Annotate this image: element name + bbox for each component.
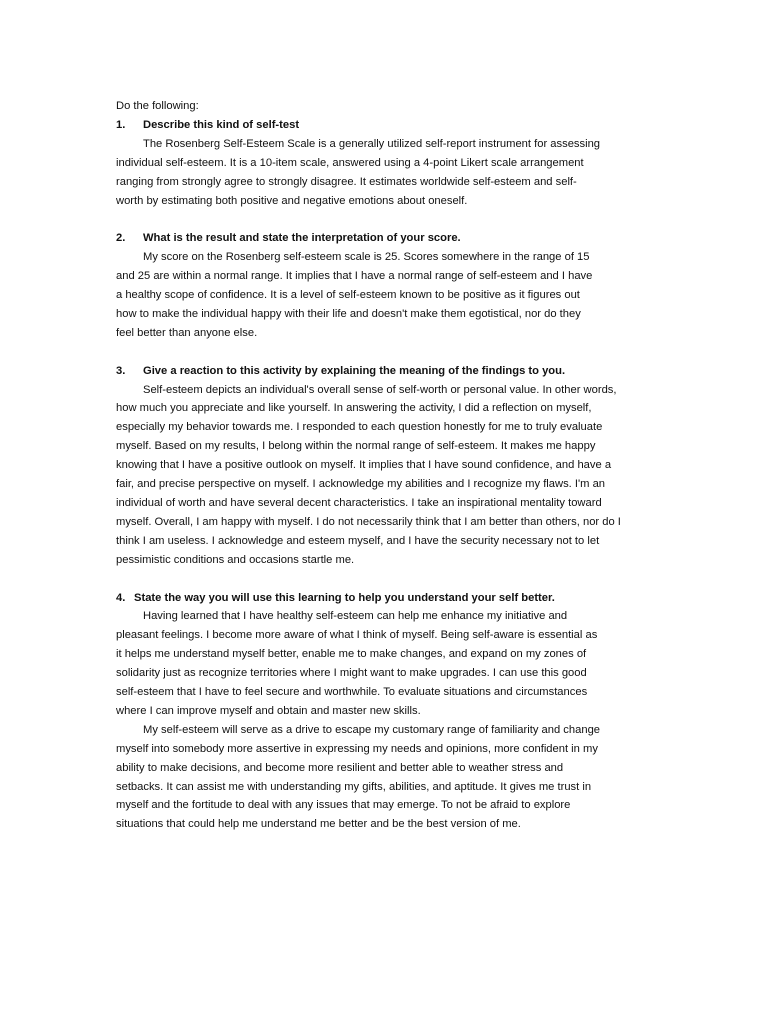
paragraph-line: situations that could help me understand me better and be the best version of me. <box>116 818 521 831</box>
section-3-heading <box>116 362 686 381</box>
intro-text: Do the following: <box>116 100 199 112</box>
paragraph-line: it helps me understand myself better, enable me to make changes, and expand on my zones of <box>116 648 587 661</box>
paragraph-line: how to make the individual happy with their life and doesn't make them egotistical, nor do they <box>116 307 581 320</box>
paragraph-line: pessimistic conditions and occasions startle me. <box>116 553 355 566</box>
paragraph-line: My self-esteem will serve as a drive to escape my customary range of familiarity and change <box>143 723 601 736</box>
paragraph-line: myself. Based on my results, I belong within the normal range of self-esteem. It makes me happy <box>116 440 596 453</box>
section-1-number: 1. <box>116 118 126 131</box>
paragraph-line: and 25 are within a normal range. It implies that I have a normal range of self-esteem and I have <box>116 270 593 283</box>
paragraph-line: myself and the fortitude to deal with any issues that may emerge. To not be afraid to explore <box>116 799 571 812</box>
paragraph-line: feel better than anyone else. <box>116 326 258 339</box>
paragraph-line: a healthy scope of confidence. It is a level of self-esteem known to be positive as it figures out <box>116 289 580 302</box>
paragraph-line: fair, and precise perspective on myself. I acknowledge my abilities and I recognize my flaws. I'm an <box>116 478 606 491</box>
paragraph-line: setbacks. It can assist me with understanding my gifts, abilities, and aptitude. It gives me trust in <box>116 780 592 793</box>
paragraph-line: solidarity just as recognize territories where I might want to make upgrades. I can use this good <box>116 667 587 680</box>
section-2-number: 2. <box>116 232 126 245</box>
section-1-heading <box>116 116 686 135</box>
paragraph-line: Self-esteem depicts an individual's overall sense of self-worth or personal value. In other words, <box>143 383 617 396</box>
paragraph-line: worth by estimating both positive and negative emotions about oneself. <box>116 194 468 207</box>
paragraph-line: The Rosenberg Self-Esteem Scale is a generally utilized self-report instrument for assessing <box>143 137 601 150</box>
section-4-title: State the way you will use this learning to help you understand your self better. <box>134 591 555 604</box>
section-3-title: Give a reaction to this activity by explaining the meaning of the findings to you. <box>143 364 566 377</box>
section-4-number: 4. <box>116 591 126 604</box>
paragraph-line: individual self-esteem. It is a 10-item scale, answered using a 4-point Likert scale arrangement <box>116 156 584 169</box>
paragraph-line: myself into somebody more assertive in expressing my needs and opinions, more confident in my <box>116 742 598 755</box>
section-4-heading <box>116 589 686 608</box>
blank-line <box>116 343 686 362</box>
paragraph-line: ability to make decisions, and become more resilient and better able to weather stress and <box>116 761 564 774</box>
paragraph-line: pleasant feelings. I become more aware of what I think of myself. Being self-aware is essential as <box>116 629 598 642</box>
section-2-heading <box>116 229 686 248</box>
paragraph-line: ranging from strongly agree to strongly disagree. It estimates worldwide self-esteem and self- <box>116 175 577 188</box>
paragraph-line: where I can improve myself and obtain and master new skills. <box>116 704 421 717</box>
blank-line <box>116 210 686 229</box>
paragraph-line: think I am useless. I acknowledge and esteem myself, and I have the security necessary not to let <box>116 534 600 547</box>
paragraph-line: individual of worth and have several decent characteristics. I take an inspirational mentality toward <box>116 497 602 509</box>
paragraph-line: how much you appreciate and like yourself. In answering the activity, I did a reflection on myself, <box>116 402 592 415</box>
blank-line <box>116 570 686 589</box>
paragraph-line: knowing that I have a positive outlook on myself. It implies that I have sound confidence, and have a <box>116 459 612 472</box>
section-2-title: What is the result and state the interpretation of your score. <box>143 232 461 245</box>
section-1-title: Describe this kind of self-test <box>143 118 300 131</box>
paragraph-line: self-esteem that I have to feel secure and worthwhile. To evaluate situations and circumstances <box>116 686 588 699</box>
document-body <box>116 97 686 834</box>
paragraph-line: Having learned that I have healthy self-esteem can help me enhance my initiative and <box>143 610 568 623</box>
paragraph-line: My score on the Rosenberg self-esteem scale is 25. Scores somewhere in the range of 15 <box>143 251 590 264</box>
section-3-number: 3. <box>116 364 126 377</box>
paragraph-line: especially my behavior towards me. I responded to each question honestly for me to truly evaluate <box>116 421 603 434</box>
paragraph-line: myself. Overall, I am happy with myself. I do not necessarily think that I am better than others, nor do I <box>116 515 621 528</box>
